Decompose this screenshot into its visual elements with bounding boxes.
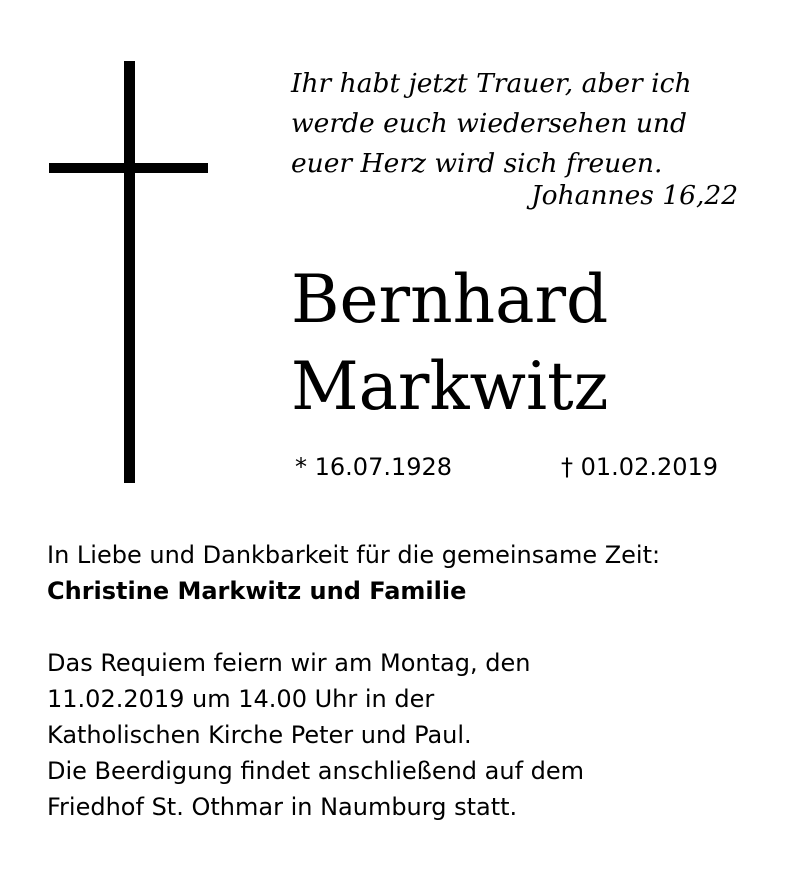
thanks-text: In Liebe und Dankbarkeit für die gemeinsame Zeit: [47,541,661,569]
birth-date: * 16.07.1928 [295,453,453,481]
verse-line: werde euch wiedersehen und [291,108,687,139]
service-line: 11.02.2019 um 14.00 Uhr in der [47,685,435,713]
deceased-last-name: Markwitz [291,348,609,425]
service-line: Das Requiem feiern wir am Montag, den [47,649,531,677]
thanks-section [47,537,767,609]
mourning-family: Christine Markwitz und Familie [47,577,467,605]
cross-vertical-bar [124,61,135,483]
service-line: Friedhof St. Othmar in Naumburg statt. [47,793,518,821]
service-info [47,645,767,825]
cross-horizontal-bar [49,163,208,173]
verse-reference: Johannes 16,22 [531,180,739,211]
service-line: Katholischen Kirche Peter und Paul. [47,721,472,749]
verse-line: euer Herz wird sich freuen. [291,148,663,179]
bible-verse [291,64,771,184]
death-date: † 01.02.2019 [561,453,719,481]
deceased-first-name: Bernhard [291,261,609,338]
service-line: Die Beerdigung findet anschließend auf dem [47,757,585,785]
verse-line: Ihr habt jetzt Trauer, aber ich [291,68,692,99]
